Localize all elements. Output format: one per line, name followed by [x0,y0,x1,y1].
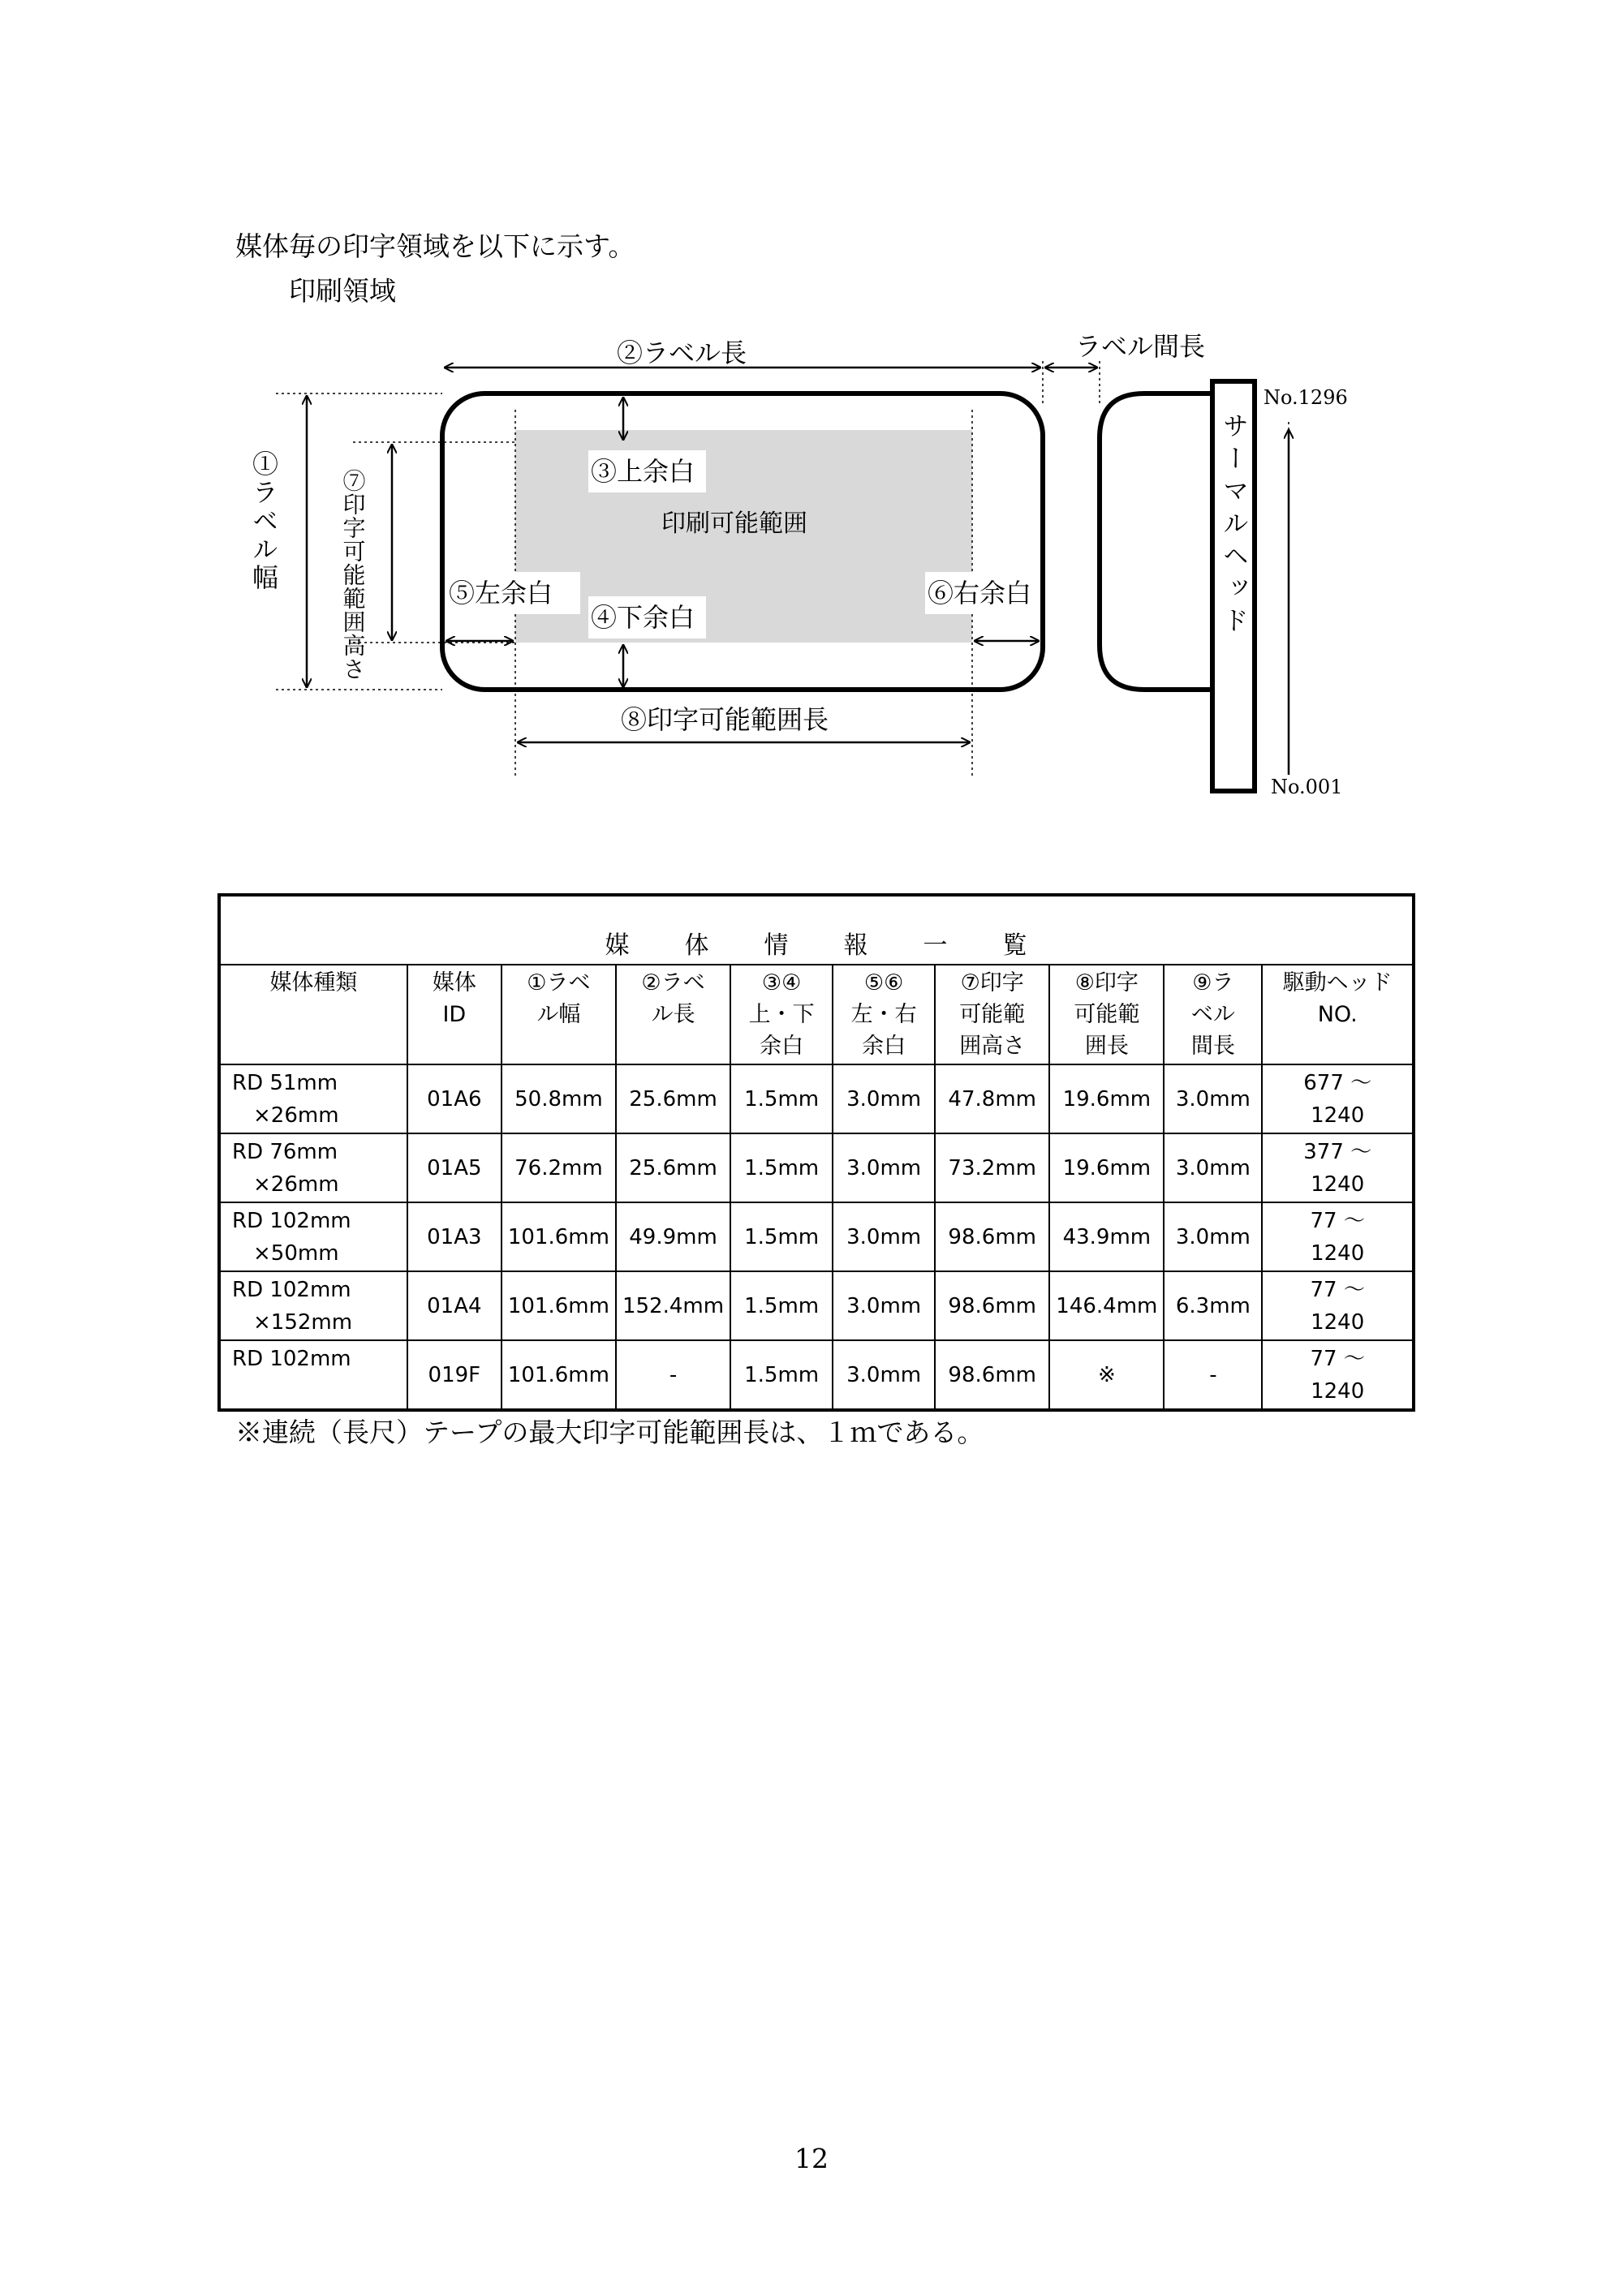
column-header: ②ラベ ル長 [616,965,730,1064]
page-number: 12 [794,2143,829,2174]
media-type-cell: RD 102mm ×152mm [219,1271,407,1340]
cell-gap: 6.3mm [1164,1271,1262,1340]
cell-print-length: 43.9mm [1049,1202,1164,1271]
print-length-label: ⑧印字可能範囲長 [621,704,829,735]
cell-tb-margin: 1.5mm [730,1340,833,1410]
cell-print-length: 146.4mm [1049,1271,1164,1340]
top-margin-label: ③上余白 [591,456,695,487]
cell-tb-margin: 1.5mm [730,1202,833,1271]
cell-length: - [616,1340,730,1410]
print-area-diagram [0,0,1623,811]
section-subheading: 印刷領域 [289,275,396,307]
column-header: 駆動ヘッド NO. [1262,965,1414,1064]
cell-print-length: 19.6mm [1049,1064,1164,1133]
cell-head-no: 77 ～ 1240 [1262,1271,1414,1340]
cell-print-length: 19.6mm [1049,1133,1164,1202]
cell-head-no: 677 ～ 1240 [1262,1064,1414,1133]
cell-print-height: 47.8mm [935,1064,1049,1133]
cell-id: 01A3 [407,1202,502,1271]
cell-length: 25.6mm [616,1064,730,1133]
cell-head-no: 377 ～ 1240 [1262,1133,1414,1202]
left-margin-label: ⑤左余白 [449,578,553,608]
cell-length: 152.4mm [616,1271,730,1340]
cell-width: 101.6mm [502,1340,616,1410]
media-info-table [217,893,1415,1412]
label-width-label: ①ラベル幅 [248,450,279,592]
column-header: ⑤⑥ 左・右 余白 [833,965,935,1064]
cell-gap: 3.0mm [1164,1064,1262,1133]
cell-lr-margin: 3.0mm [833,1064,935,1133]
label-length-label: ②ラベル長 [617,338,747,368]
cell-width: 101.6mm [502,1271,616,1340]
table-title: 媒体情報一覧 [219,895,1414,965]
table-header-row [219,965,1414,1064]
cell-id: 01A6 [407,1064,502,1133]
column-header: 媒体 ID [407,965,502,1064]
cell-id: 019F [407,1340,502,1410]
cell-lr-margin: 3.0mm [833,1133,935,1202]
table-row [219,1340,1414,1410]
column-header: ⑦印字 可能範 囲高さ [935,965,1049,1064]
label-gap-label: ラベル間長 [1075,331,1206,362]
footnote: ※連続（長尺）テープの最大印字可能範囲長は、１ｍである。 [235,1417,984,1448]
media-type-cell: RD 76mm ×26mm [219,1133,407,1202]
media-type-cell: RD 102mm [219,1340,407,1410]
cell-tb-margin: 1.5mm [730,1133,833,1202]
cell-print-height: 98.6mm [935,1271,1049,1340]
cell-width: 50.8mm [502,1064,616,1133]
column-header: 媒体種類 [219,965,407,1064]
cell-gap: 3.0mm [1164,1133,1262,1202]
cell-print-height: 73.2mm [935,1133,1049,1202]
bottom-margin-label: ④下余白 [591,602,695,633]
cell-head-no: 77 ～ 1240 [1262,1202,1414,1271]
cell-width: 101.6mm [502,1202,616,1271]
printable-area-label: 印刷可能範囲 [661,510,807,538]
cell-lr-margin: 3.0mm [833,1340,935,1410]
right-margin-label: ⑥右余白 [928,578,1032,608]
column-header: ⑧印字 可能範 囲長 [1049,965,1164,1064]
cell-gap: - [1164,1340,1262,1410]
media-type-cell: RD 102mm ×50mm [219,1202,407,1271]
media-type-cell: RD 51mm ×26mm [219,1064,407,1133]
print-height-label: ⑦印字可能範囲高さ [339,469,367,681]
cell-tb-margin: 1.5mm [730,1064,833,1133]
intro-text: 媒体毎の印字領域を以下に示す。 [235,230,635,262]
column-header: ⑨ラ ベル 間長 [1164,965,1262,1064]
column-header: ③④ 上・下 余白 [730,965,833,1064]
cell-print-length: ※ [1049,1340,1164,1410]
table-row [219,1202,1414,1271]
thermal-head-label: サーマルヘッド [1219,412,1250,639]
cell-print-height: 98.6mm [935,1340,1049,1410]
cell-gap: 3.0mm [1164,1202,1262,1271]
head-bottom-number: No.001 [1271,776,1343,798]
head-top-number: No.1296 [1264,386,1348,409]
cell-tb-margin: 1.5mm [730,1271,833,1340]
cell-id: 01A4 [407,1271,502,1340]
table-row [219,1271,1414,1340]
cell-lr-margin: 3.0mm [833,1271,935,1340]
table-row [219,1133,1414,1202]
cell-length: 49.9mm [616,1202,730,1271]
cell-width: 76.2mm [502,1133,616,1202]
cell-lr-margin: 3.0mm [833,1202,935,1271]
cell-head-no: 77 ～ 1240 [1262,1340,1414,1410]
cell-print-height: 98.6mm [935,1202,1049,1271]
column-header: ①ラベ ル幅 [502,965,616,1064]
next-label-outline [1100,393,1212,690]
cell-length: 25.6mm [616,1133,730,1202]
table-row [219,1064,1414,1133]
cell-id: 01A5 [407,1133,502,1202]
